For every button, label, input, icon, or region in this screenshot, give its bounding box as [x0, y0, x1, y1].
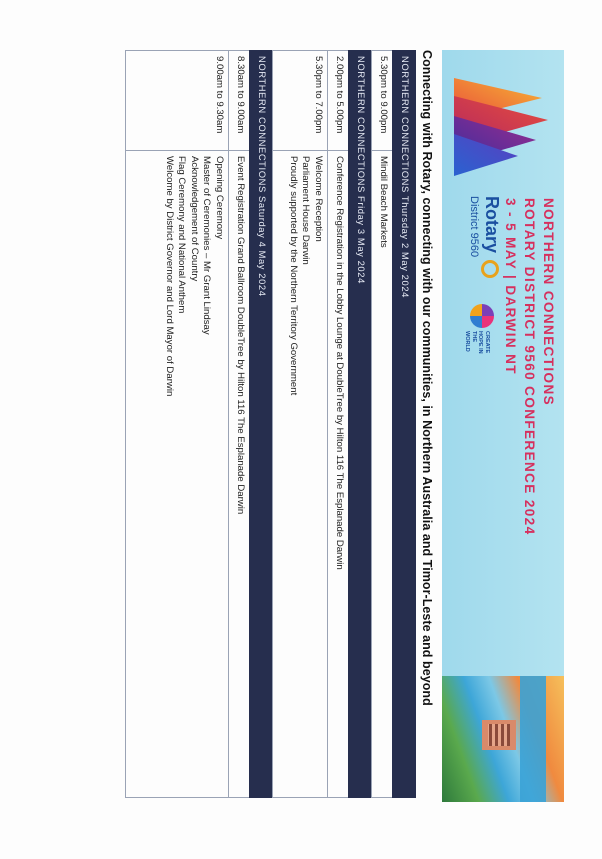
session-line: Event Registration Grand Ballroom DoubleTree by Hilton 116 The Esplanade Darwin — [235, 156, 246, 515]
banner-line-3: 3 - 5 MAY | DARWIN NT — [503, 198, 518, 375]
schedule-table — [125, 50, 416, 798]
session-description — [372, 151, 393, 798]
session-line: Conference Registration in the Lobby Lounge at DoubleTree by Hilton 116 The Esplanade Darwin — [334, 156, 345, 570]
session-line: Welcome by District Governor and Lord Mayor of Darwin — [164, 156, 175, 397]
schedule-row — [372, 51, 393, 798]
session-time: 2.00pm to 5.00pm — [328, 51, 349, 151]
day-header-label: NORTHERN CONNECTIONS Saturday 4 May 2024 — [250, 51, 273, 798]
schedule-row — [328, 51, 349, 798]
session-line: Master of Ceremonies – Mr Grant Lindsay — [201, 156, 213, 335]
day-header-thursday — [393, 51, 416, 798]
session-line: Parliament House Darwin — [300, 156, 312, 265]
rotary-district: District 9560 — [468, 196, 480, 258]
rotary-wordmark: Rotary — [482, 196, 502, 254]
day-header-label: NORTHERN CONNECTIONS Friday 3 May 2024 — [349, 51, 372, 798]
day-header-saturday — [250, 51, 273, 798]
hope-text: CREATE HOPE IN THE WORLD — [464, 331, 490, 354]
banner-line-2: ROTARY DISTRICT 9560 CONFERENCE 2024 — [522, 198, 537, 536]
session-line: Welcome Reception — [313, 156, 324, 242]
darwin-photo — [442, 676, 564, 802]
session-line: Mindil Beach Markets — [378, 156, 389, 248]
session-line: Proudly supported by the Northern Territory Government — [288, 156, 299, 396]
session-description — [328, 151, 349, 798]
session-time: 9.00am to 9.30am — [126, 51, 229, 151]
page-heading: Connecting with Rotary, connecting with our communities, in Northern Australia and Timor-Leste and beyond — [420, 50, 434, 706]
day-header-label: NORTHERN CONNECTIONS Thursday 2 May 2024 — [393, 51, 416, 798]
hope-swirl-icon — [470, 304, 494, 328]
schedule-row — [229, 51, 250, 798]
day-header-friday — [349, 51, 372, 798]
session-description — [273, 151, 328, 798]
session-time: 8.30am to 9.00am — [229, 51, 250, 151]
create-hope-logo — [450, 304, 500, 394]
rotary-wheel-icon — [481, 260, 499, 278]
photo-hotel — [482, 720, 516, 750]
session-time: 5.30pm to 9.00pm — [372, 51, 393, 151]
photo-sea — [520, 676, 546, 802]
session-line: Flag Ceremony and National Anthem — [176, 156, 188, 314]
conference-banner — [442, 50, 564, 802]
session-description — [229, 151, 250, 798]
session-line: Acknowledgement of Country — [189, 156, 200, 282]
schedule-row — [273, 51, 328, 798]
session-time: 5.30pm to 7.00pm — [273, 51, 328, 151]
session-description — [126, 151, 229, 798]
schedule-row — [126, 51, 229, 798]
rotary-logo — [468, 196, 502, 278]
banner-line-1: NORTHERN CONNECTIONS — [541, 198, 556, 407]
banner-title-block — [501, 198, 558, 536]
triangles-logo — [444, 68, 562, 178]
session-line: Opening Ceremony — [214, 156, 225, 240]
